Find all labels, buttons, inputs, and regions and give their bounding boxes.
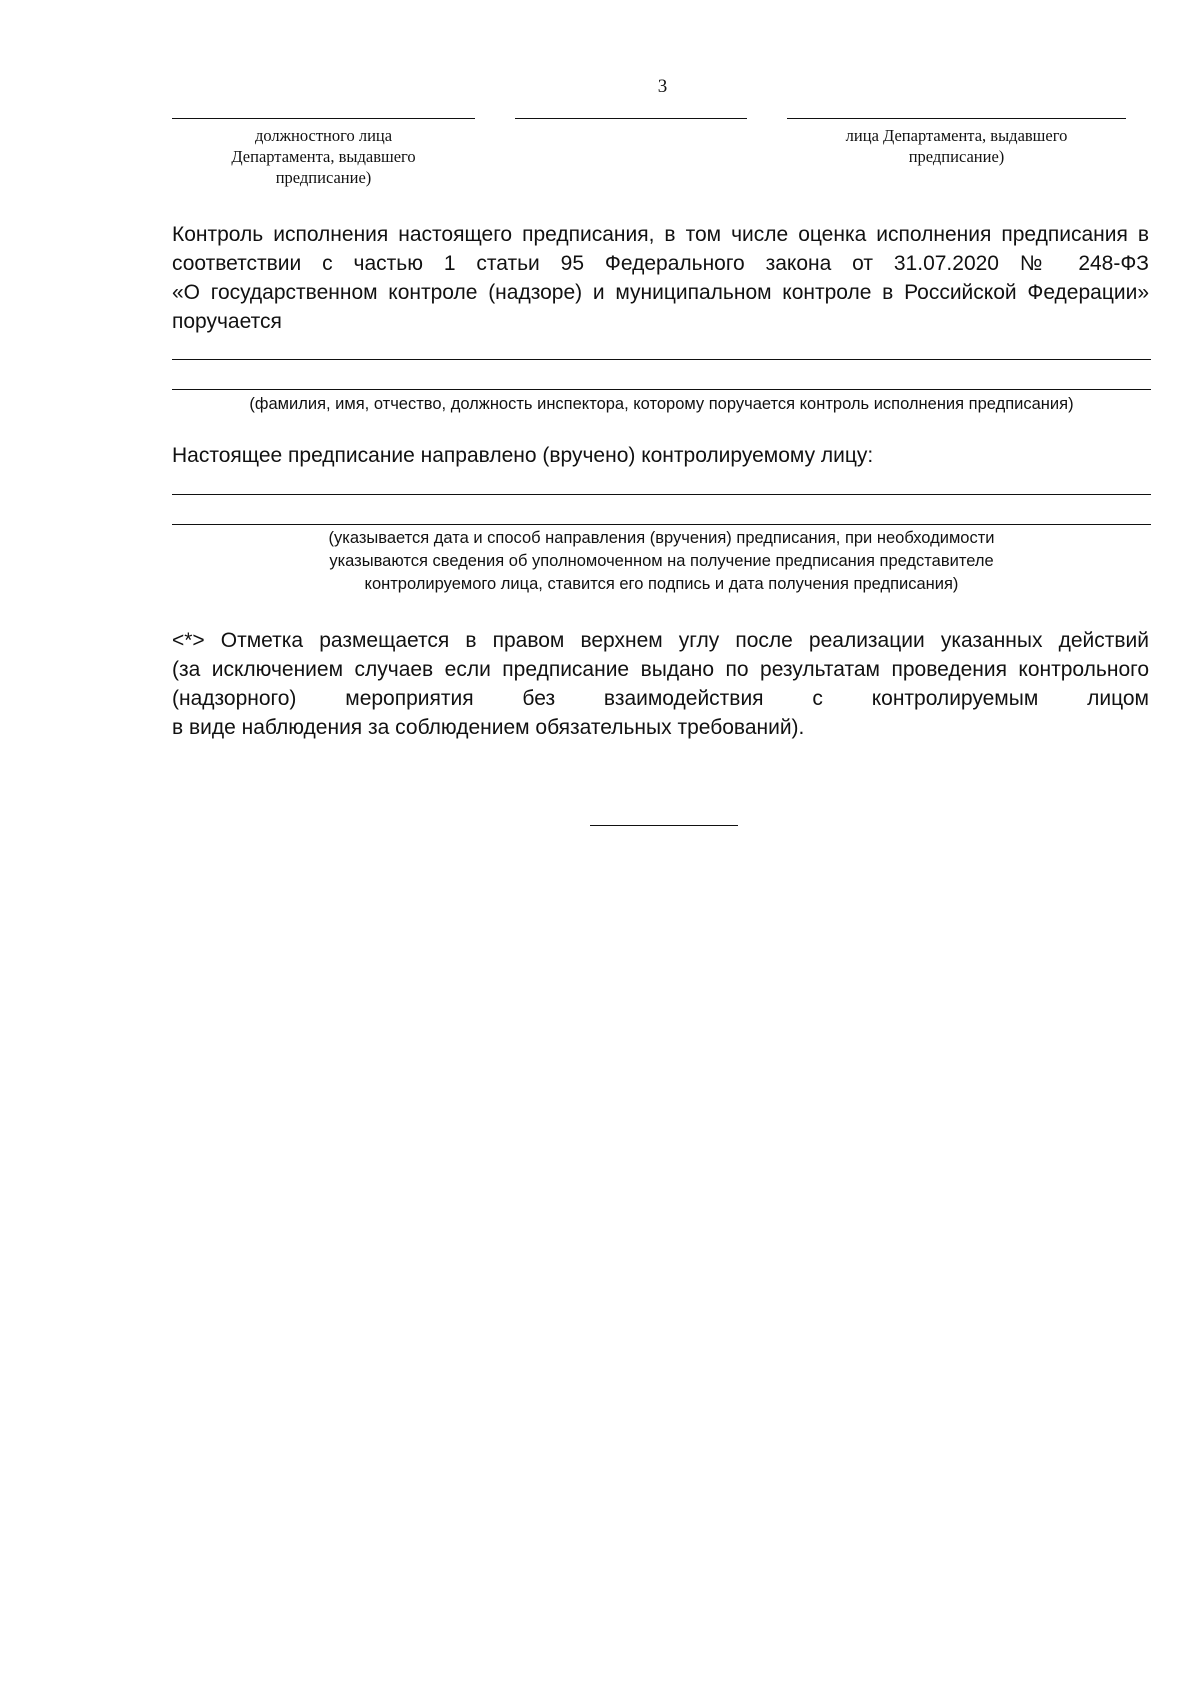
delivery-caption [172,527,1151,596]
footnote-line: (надзорного) мероприятия без взаимодействия с контролируемым лицом [172,687,1149,710]
signature-caption-right-line: лица Департамента, выдавшего [845,126,1068,145]
signature-caption-left [172,125,475,188]
signature-caption-left-line: должностного лица [254,126,393,145]
end-of-document-rule [590,825,738,826]
signature-line-middle [515,118,747,119]
signature-line-left [172,118,475,119]
signature-caption-left-line: Департамента, выдавшего [231,147,416,166]
delivery-blank-line-1 [172,494,1151,495]
delivery-caption-line: (указывается дата и способ направления (вручения) предписания, при необходимости [328,529,995,547]
inspector-caption: (фамилия, имя, отчество, должность инспектора, которому поручается контроль исполнения предписания) [249,395,1074,413]
control-paragraph [172,220,1149,336]
control-paragraph-line: Контроль исполнения настоящего предписания, в том числе оценка исполнения предписания в [172,223,1149,246]
delivery-caption-line: указываются сведения об уполномоченном на получение предписания представителе [329,552,994,570]
control-paragraph-line: «О государственном контроле (надзоре) и муниципальном контроле в Российской Федерации» [172,281,1149,304]
footnote-line: <*> Отметка размещается в правом верхнем углу после реализации указанных действий [172,629,1149,652]
signature-line-right [787,118,1126,119]
signature-caption-left-line: предписание) [275,168,372,187]
signature-caption-right-line: предписание) [908,147,1005,166]
delivery-statement: Настоящее предписание направлено (вручено) контролируемому лицу: [172,444,874,467]
signature-caption-right [787,125,1126,167]
control-paragraph-line: поручается [172,310,282,333]
inspector-blank-line-2 [172,389,1151,390]
control-paragraph-line: соответствии с частью 1 статьи 95 Федерального закона от 31.07.2020 № 248-ФЗ [172,252,1149,275]
delivery-blank-line-2 [172,524,1151,525]
footnote-line: в виде наблюдения за соблюдением обязательных требований). [172,716,805,739]
footnote-line: (за исключением случаев если предписание выдано по результатам проведения контрольного [172,658,1149,681]
delivery-caption-line: контролируемого лица, ставится его подпись и дата получения предписания) [364,575,959,593]
page-number: 3 [657,76,668,97]
inspector-blank-line-1 [172,359,1151,360]
footnote-paragraph [172,626,1149,742]
